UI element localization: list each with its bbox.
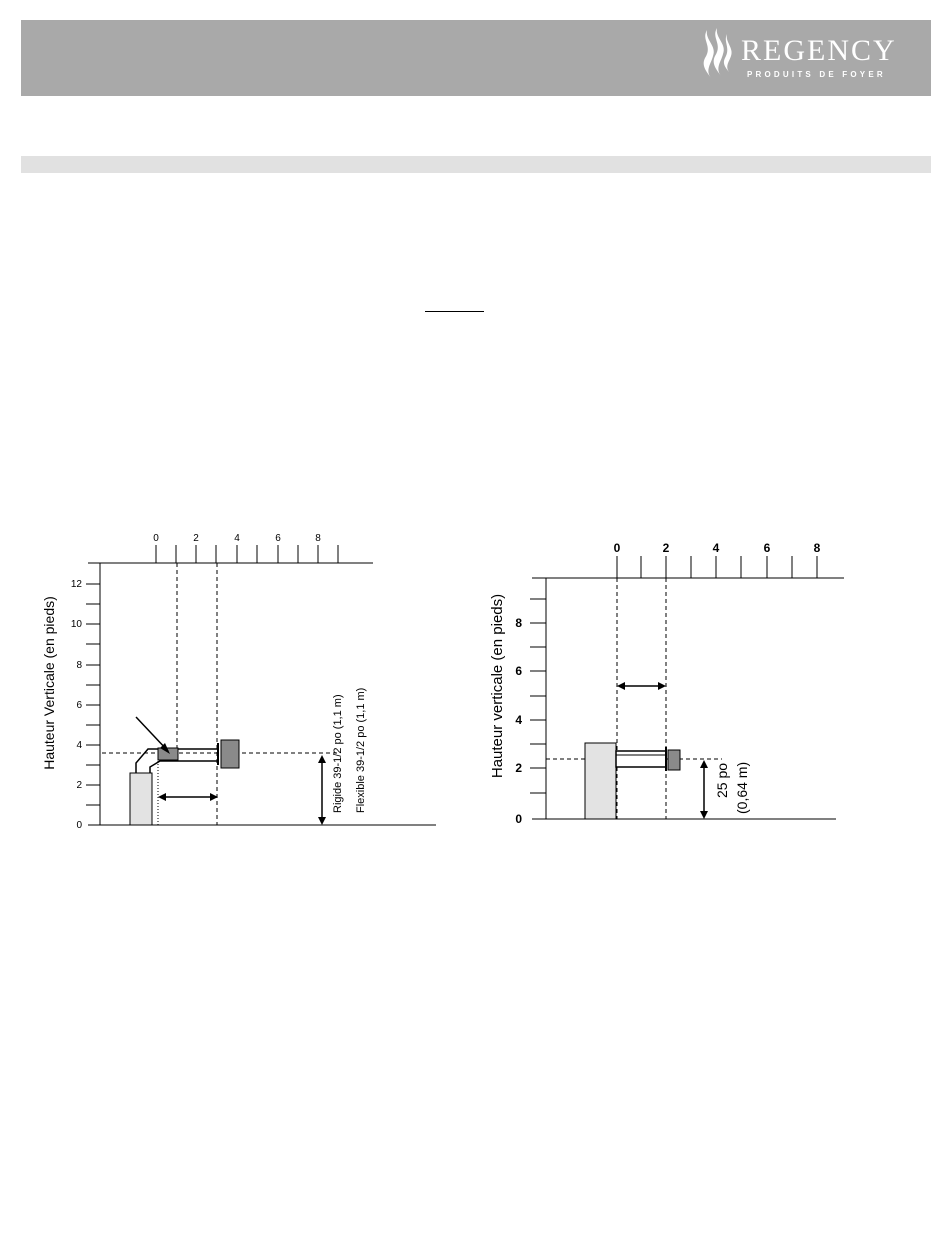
- left-top-tick-2: 2: [193, 533, 199, 544]
- brand-tagline: PRODUITS DE FOYER: [747, 70, 886, 79]
- left-axis-tick-8: 8: [76, 660, 82, 671]
- brand-name: REGENCY: [741, 34, 897, 67]
- left-axis-tick-0: 0: [76, 820, 82, 831]
- left-vent-cap: [221, 740, 239, 768]
- left-top-tick-6: 6: [275, 533, 281, 544]
- left-vent-diagram: [38, 525, 443, 835]
- left-fireplace-box: [130, 773, 152, 825]
- right-vent-cap: [668, 750, 680, 770]
- right-vent-diagram: [482, 536, 850, 826]
- right-axis-tick-0: 0: [515, 812, 522, 826]
- left-axis-tick-12: 12: [70, 579, 82, 590]
- right-top-tick-6: 6: [763, 541, 771, 555]
- right-axis-tick-8: 8: [515, 616, 522, 630]
- section-bar: [21, 156, 931, 173]
- left-y-axis-label: Hauteur Verticale (en pieds): [41, 596, 57, 770]
- left-top-tick-0: 0: [153, 533, 159, 544]
- right-height-note-1: 25 po: [714, 762, 730, 798]
- left-axis-tick-6: 6: [76, 700, 82, 711]
- left-top-tick-4: 4: [234, 533, 240, 544]
- right-fireplace-box: [585, 743, 616, 819]
- right-top-tick-0: 0: [613, 541, 621, 555]
- right-y-axis-label: Hauteur verticale (en pieds): [489, 593, 506, 779]
- right-axis-tick-6: 6: [515, 664, 522, 678]
- regency-logo: [697, 26, 921, 82]
- right-height-note-2: (0,64 m): [734, 761, 750, 814]
- right-axis-tick-4: 4: [515, 713, 522, 727]
- left-rigid-note: Rigide 39-1/2 po (1,1 m): [332, 694, 344, 813]
- left-axis-tick-2: 2: [76, 780, 82, 791]
- left-axis-tick-10: 10: [70, 619, 82, 630]
- right-axis-tick-2: 2: [515, 761, 522, 775]
- right-top-ticks: [614, 541, 821, 578]
- underline-mark: [425, 311, 484, 312]
- right-axis-ticks: [515, 599, 546, 826]
- left-axis-ticks: [71, 579, 100, 831]
- left-top-ticks: [153, 533, 338, 563]
- right-top-tick-4: 4: [712, 541, 720, 555]
- flame-icon: [697, 26, 737, 82]
- right-top-tick-8: 8: [813, 541, 821, 555]
- right-top-tick-2: 2: [662, 541, 670, 555]
- left-top-tick-8: 8: [315, 533, 321, 544]
- left-axis-tick-4: 4: [76, 740, 82, 751]
- left-flexible-note: Flexible 39-1/2 po (1,1 m): [355, 687, 367, 813]
